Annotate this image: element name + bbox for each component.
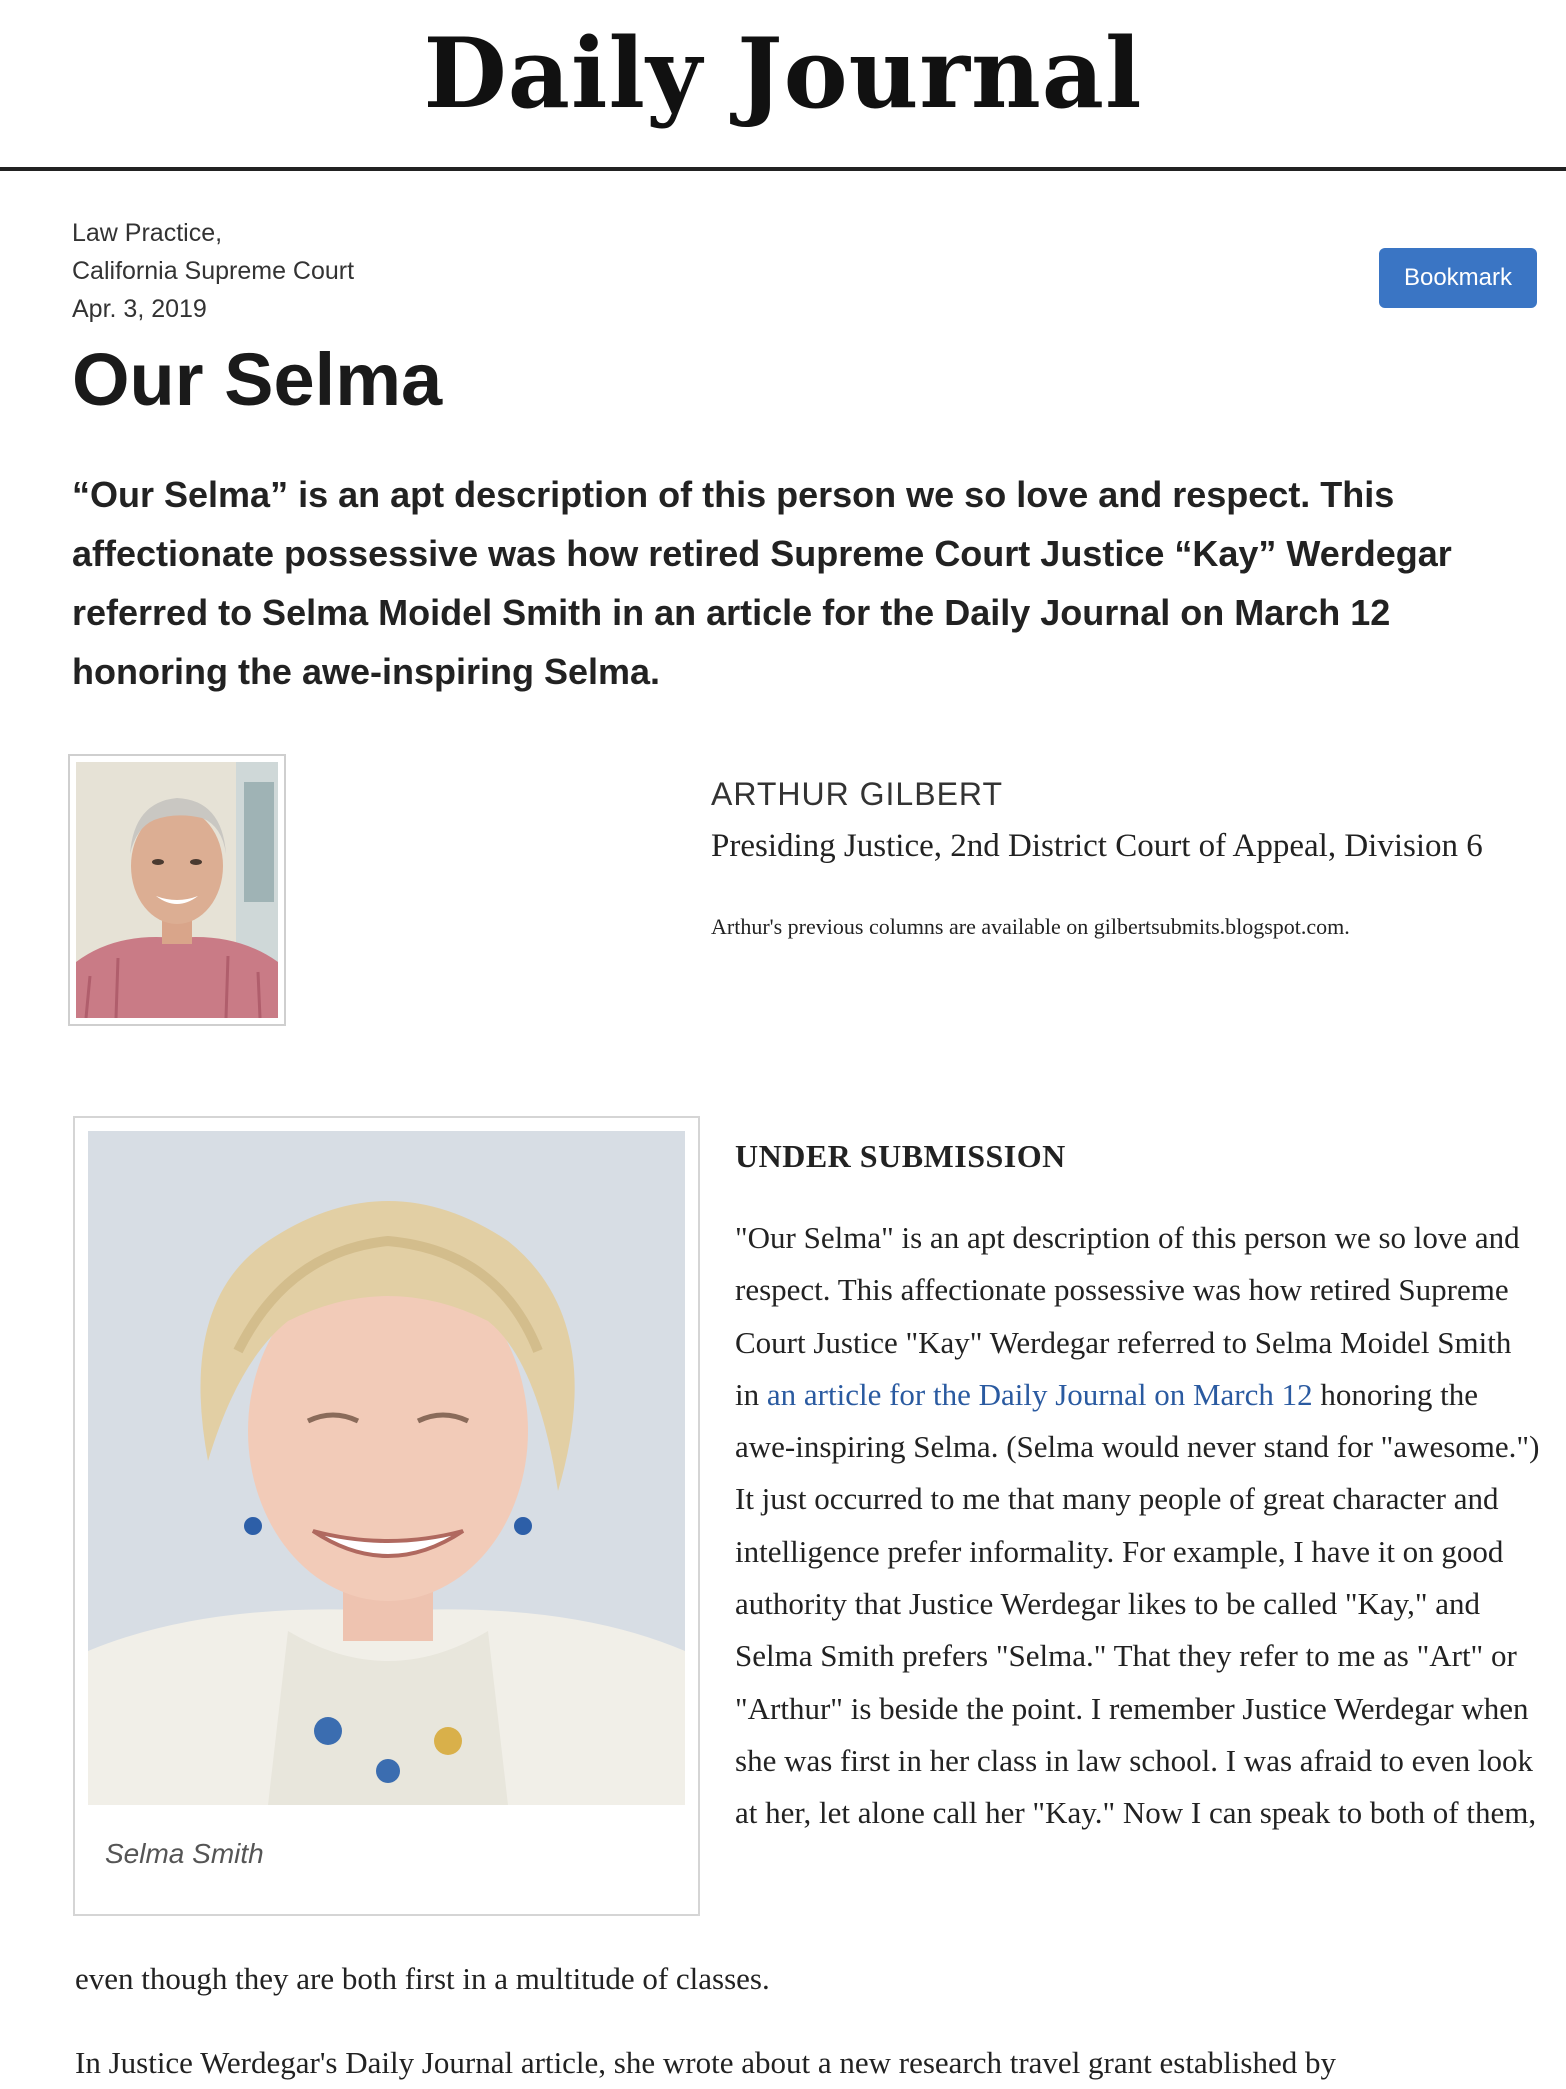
paragraph-text: honoring the awe-inspiring Selma. (Selma would never stand for "awesome.") It just occurred to me that many people of great character and intelligence prefer informality. For example, I have it on good authority that Justice Werdegar likes to be called "Kay," and Selma Smith prefers "Selma." That they refer to me as "Art" or "Arthur" is beside the point. I remember Justice Werdegar when she was first in her class in law school. I was afraid to even look at her, let alone call her "Kay." Now I can speak to both of them, xyxy=(735,1376,1540,1831)
author-role: Presiding Justice, 2nd District Court of Appeal, Division 6 xyxy=(711,828,1483,864)
bookmark-button[interactable]: Bookmark xyxy=(1379,248,1537,308)
masthead-logo[interactable]: Daily Journal xyxy=(423,17,1143,130)
author-name[interactable]: ARTHUR GILBERT xyxy=(711,776,1003,812)
publish-date: Apr. 3, 2019 xyxy=(72,295,207,323)
body-paragraph-2: In Justice Werdegar's Daily Journal article, she wrote about a new research travel grant established by xyxy=(75,2045,1336,2080)
article-meta xyxy=(72,214,354,328)
author-note: Arthur's previous columns are available on gilbertsubmits.blogspot.com. xyxy=(711,914,1350,939)
masthead xyxy=(0,0,1566,171)
article-figure xyxy=(73,1116,700,1916)
selma-portrait-image xyxy=(88,1131,685,1805)
inline-article-link[interactable]: an article for the Daily Journal on March 12 xyxy=(766,1376,1313,1412)
body-paragraph-1 xyxy=(735,1212,1540,1840)
article-headline: Our Selma xyxy=(72,338,443,421)
category-link[interactable]: Law Practice, xyxy=(72,219,223,247)
body-paragraph-1-tail: even though they are both first in a multitude of classes. xyxy=(75,1961,770,1996)
author-portrait-image xyxy=(76,762,278,1018)
subcategory-link[interactable]: California Supreme Court xyxy=(72,257,355,285)
article-deck: “Our Selma” is an apt description of this person we so love and respect. This affectionate possessive was how retired Supreme Court Justice “Kay” Werdegar referred to Selma Moidel Smith in an article for the Daily Journal on March 12 honoring the awe-inspiring Selma. xyxy=(72,474,1452,692)
section-heading: UNDER SUBMISSION xyxy=(735,1138,1066,1174)
author-photo xyxy=(68,754,286,1026)
paragraph-text: "Our Selma" is an apt description of this person we so love and respect. This affectionate possessive was how retired Supreme Court Justice "Kay" Werdegar referred to Selma Moidel Smith in xyxy=(735,1220,1520,1412)
figure-caption: Selma Smith xyxy=(105,1838,264,1869)
